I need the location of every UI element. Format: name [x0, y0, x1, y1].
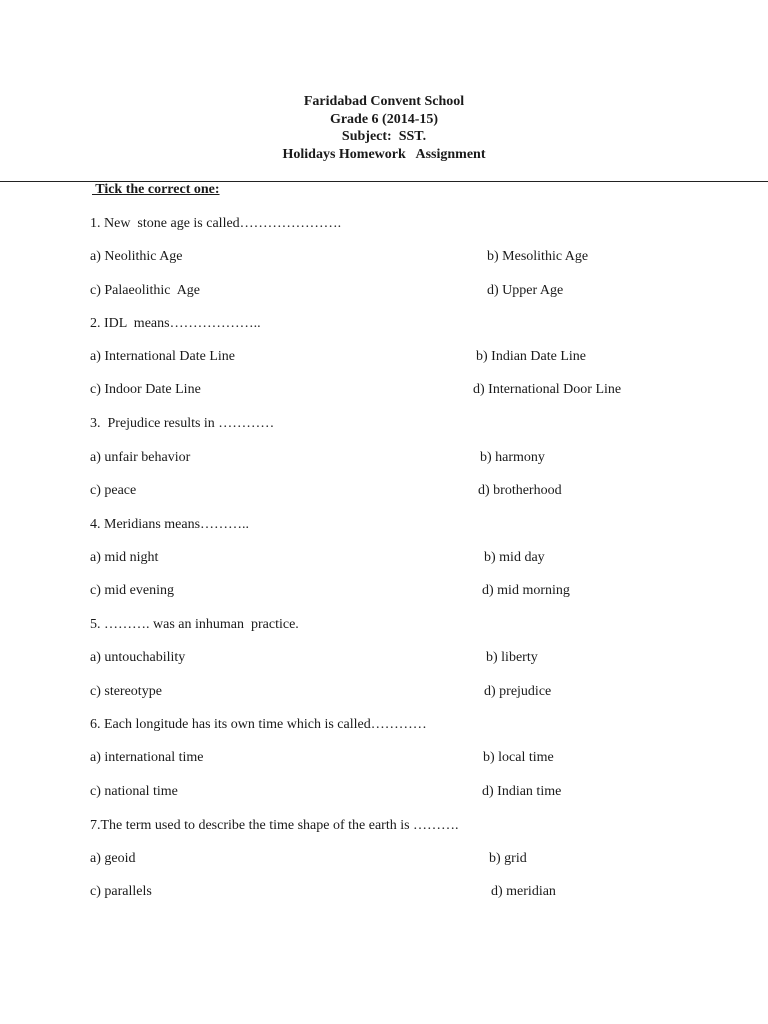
question-7: 7.The term used to describe the time shape of the earth is ……….: [90, 818, 459, 833]
assignment-title: Holidays Homework Assignment: [282, 146, 486, 162]
grade-line: Grade 6 (2014-15): [329, 111, 439, 127]
option-4a[interactable]: a) mid night: [90, 550, 159, 565]
document-header: [0, 93, 768, 163]
option-2d[interactable]: d) International Door Line: [473, 382, 622, 397]
option-6c[interactable]: c) national time: [90, 784, 178, 799]
option-5b[interactable]: b) liberty: [486, 650, 538, 665]
question-4: 4. Meridians means………..: [90, 517, 250, 532]
school-name: Faridabad Convent School: [303, 94, 465, 109]
option-6b[interactable]: b) local time: [483, 750, 554, 765]
option-3b[interactable]: b) harmony: [480, 450, 545, 465]
option-6d[interactable]: d) Indian time: [482, 784, 562, 799]
instruction-heading: Tick the correct one:: [92, 182, 220, 197]
option-6a[interactable]: a) international time: [90, 750, 204, 765]
question-1: 1. New stone age is called………………….: [90, 216, 342, 231]
option-5c[interactable]: c) stereotype: [90, 684, 162, 699]
option-7d[interactable]: d) meridian: [491, 884, 556, 899]
option-4c[interactable]: c) mid evening: [90, 583, 174, 598]
option-1a[interactable]: a) Neolithic Age: [90, 249, 183, 264]
option-2a[interactable]: a) International Date Line: [90, 349, 235, 364]
question-2: 2. IDL means………………..: [90, 316, 261, 331]
question-6: 6. Each longitude has its own time which is called…………: [90, 717, 427, 732]
option-2b[interactable]: b) Indian Date Line: [476, 349, 587, 364]
option-2c[interactable]: c) Indoor Date Line: [90, 382, 201, 397]
option-4d[interactable]: d) mid morning: [482, 583, 570, 598]
question-3: 3. Prejudice results in …………: [90, 416, 275, 431]
option-1b[interactable]: b) Mesolithic Age: [487, 249, 589, 264]
option-7a[interactable]: a) geoid: [90, 851, 136, 866]
option-3d[interactable]: d) brotherhood: [478, 483, 562, 498]
option-3a[interactable]: a) unfair behavior: [90, 450, 191, 465]
question-5: 5. ………. was an inhuman practice.: [90, 617, 299, 632]
option-3c[interactable]: c) peace: [90, 483, 137, 498]
option-7c[interactable]: c) parallels: [90, 884, 152, 899]
option-1c[interactable]: c) Palaeolithic Age: [90, 283, 201, 298]
option-7b[interactable]: b) grid: [489, 851, 527, 866]
option-4b[interactable]: b) mid day: [484, 550, 545, 565]
subject-line: Subject: SST.: [341, 129, 427, 144]
option-5a[interactable]: a) untouchability: [90, 650, 186, 665]
option-1d[interactable]: d) Upper Age: [487, 283, 564, 298]
option-5d[interactable]: d) prejudice: [484, 684, 552, 699]
